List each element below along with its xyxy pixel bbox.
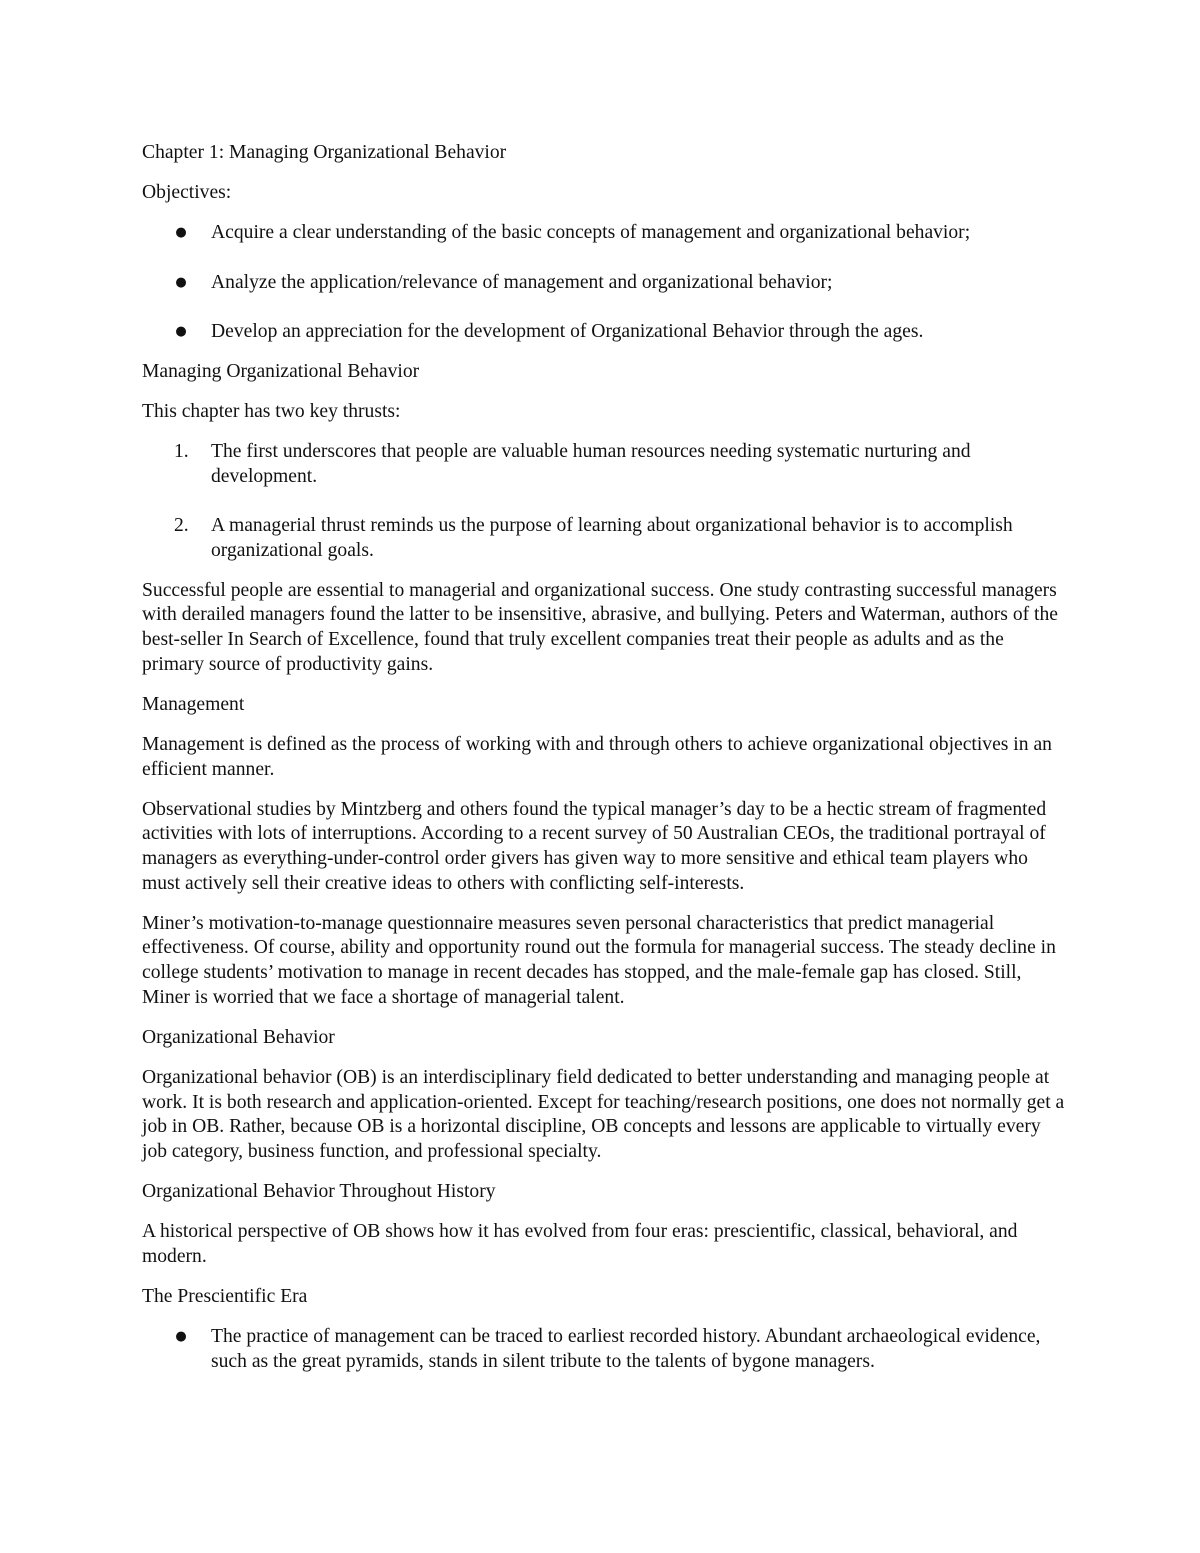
document-body [142,141,1067,1390]
list-number: 1. [174,441,189,463]
list-item [142,320,1067,345]
paragraph-ob-definition: Organizational behavior (OB) is an interdisciplinary field dedicated to better understanding and managing people at work. It is both research and application-oriented. Except for teaching/research positions, one does not normally get a job in OB. Rather, because OB is a horizontal discipline, OB concepts and lessons are applicable to virtually every job category, business function, and professional specialty. [142,1066,1065,1162]
chapter-title: Chapter 1: Managing Organizational Behavior [142,142,507,163]
objectives-label: Objectives: [142,182,232,204]
bullet-icon: ● [175,1329,187,1345]
list-number: 2. [174,515,189,537]
list-item [142,1325,1067,1374]
section-heading-ob: Organizational Behavior [142,1026,335,1048]
list-item [142,271,1067,296]
section-heading-management: Management [142,693,245,715]
list-item [142,221,1067,246]
section-heading-prescientific: The Prescientific Era [142,1285,308,1307]
bullet-icon: ● [175,225,187,241]
bullet-icon: ● [175,323,187,339]
objectives-list [142,221,1067,344]
paragraph-successful-people: Successful people are essential to managerial and organizational success. One study contrasting successful managers with derailed managers found the latter to be insensitive, abrasive, and bullying. Peters and Waterman, authors of the best-seller In Search of Excellence, found that truly excellent companies treat their people as adults and as the primary source of productivity gains. [142,579,1058,675]
prescientific-text: The practice of management can be traced to earliest recorded history. Abundant archaeological evidence, such as the great pyramids, stands in silent tribute to the talents of bygone managers. [211,1326,1041,1372]
paragraph-management-definition: Management is defined as the process of working with and through others to achieve organizational objectives in an efficient manner. [142,734,1052,780]
paragraph-history: A historical perspective of OB shows how it has evolved from four eras: prescientific, classical, behavioral, and modern. [142,1221,1018,1267]
paragraph-miner: Miner’s motivation-to-manage questionnaire measures seven personal characteristics that predict managerial effectiveness. Of course, ability and opportunity round out the formula for managerial success. The steady decline in college students’ motivation to manage in recent decades has stopped, and the male-female gap has closed. Still, Miner is worried that we face a shortage of managerial talent. [142,912,1056,1008]
prescientific-list [142,1325,1067,1374]
thrust-text: A managerial thrust reminds us the purpose of learning about organizational behavior is to accomplish organizational goals. [211,515,1013,561]
list-item [142,514,1067,563]
objective-text: Analyze the application/relevance of management and organizational behavior; [211,271,833,293]
paragraph-mintzberg: Observational studies by Mintzberg and others found the typical manager’s day to be a hectic stream of fragmented activities with lots of interruptions. According to a recent survey of 50 Australian CEOs, the traditional portrayal of managers as everything-under-control order givers has given way to more sensitive and ethical team players who must actively sell their creative ideas to others with conflicting self-interests. [142,798,1047,894]
section-heading-history: Organizational Behavior Throughout History [142,1180,496,1202]
thrusts-intro: This chapter has two key thrusts: [142,401,401,423]
list-item [142,440,1067,489]
bullet-icon: ● [175,274,187,290]
objective-text: Develop an appreciation for the development of Organizational Behavior through the ages. [211,320,924,342]
objective-text: Acquire a clear understanding of the basic concepts of management and organizational behavior; [211,222,971,244]
thrust-text: The first underscores that people are valuable human resources needing systematic nurturing and development. [211,441,971,487]
section-heading-managing-ob: Managing Organizational Behavior [142,360,420,382]
thrusts-list [142,440,1067,563]
